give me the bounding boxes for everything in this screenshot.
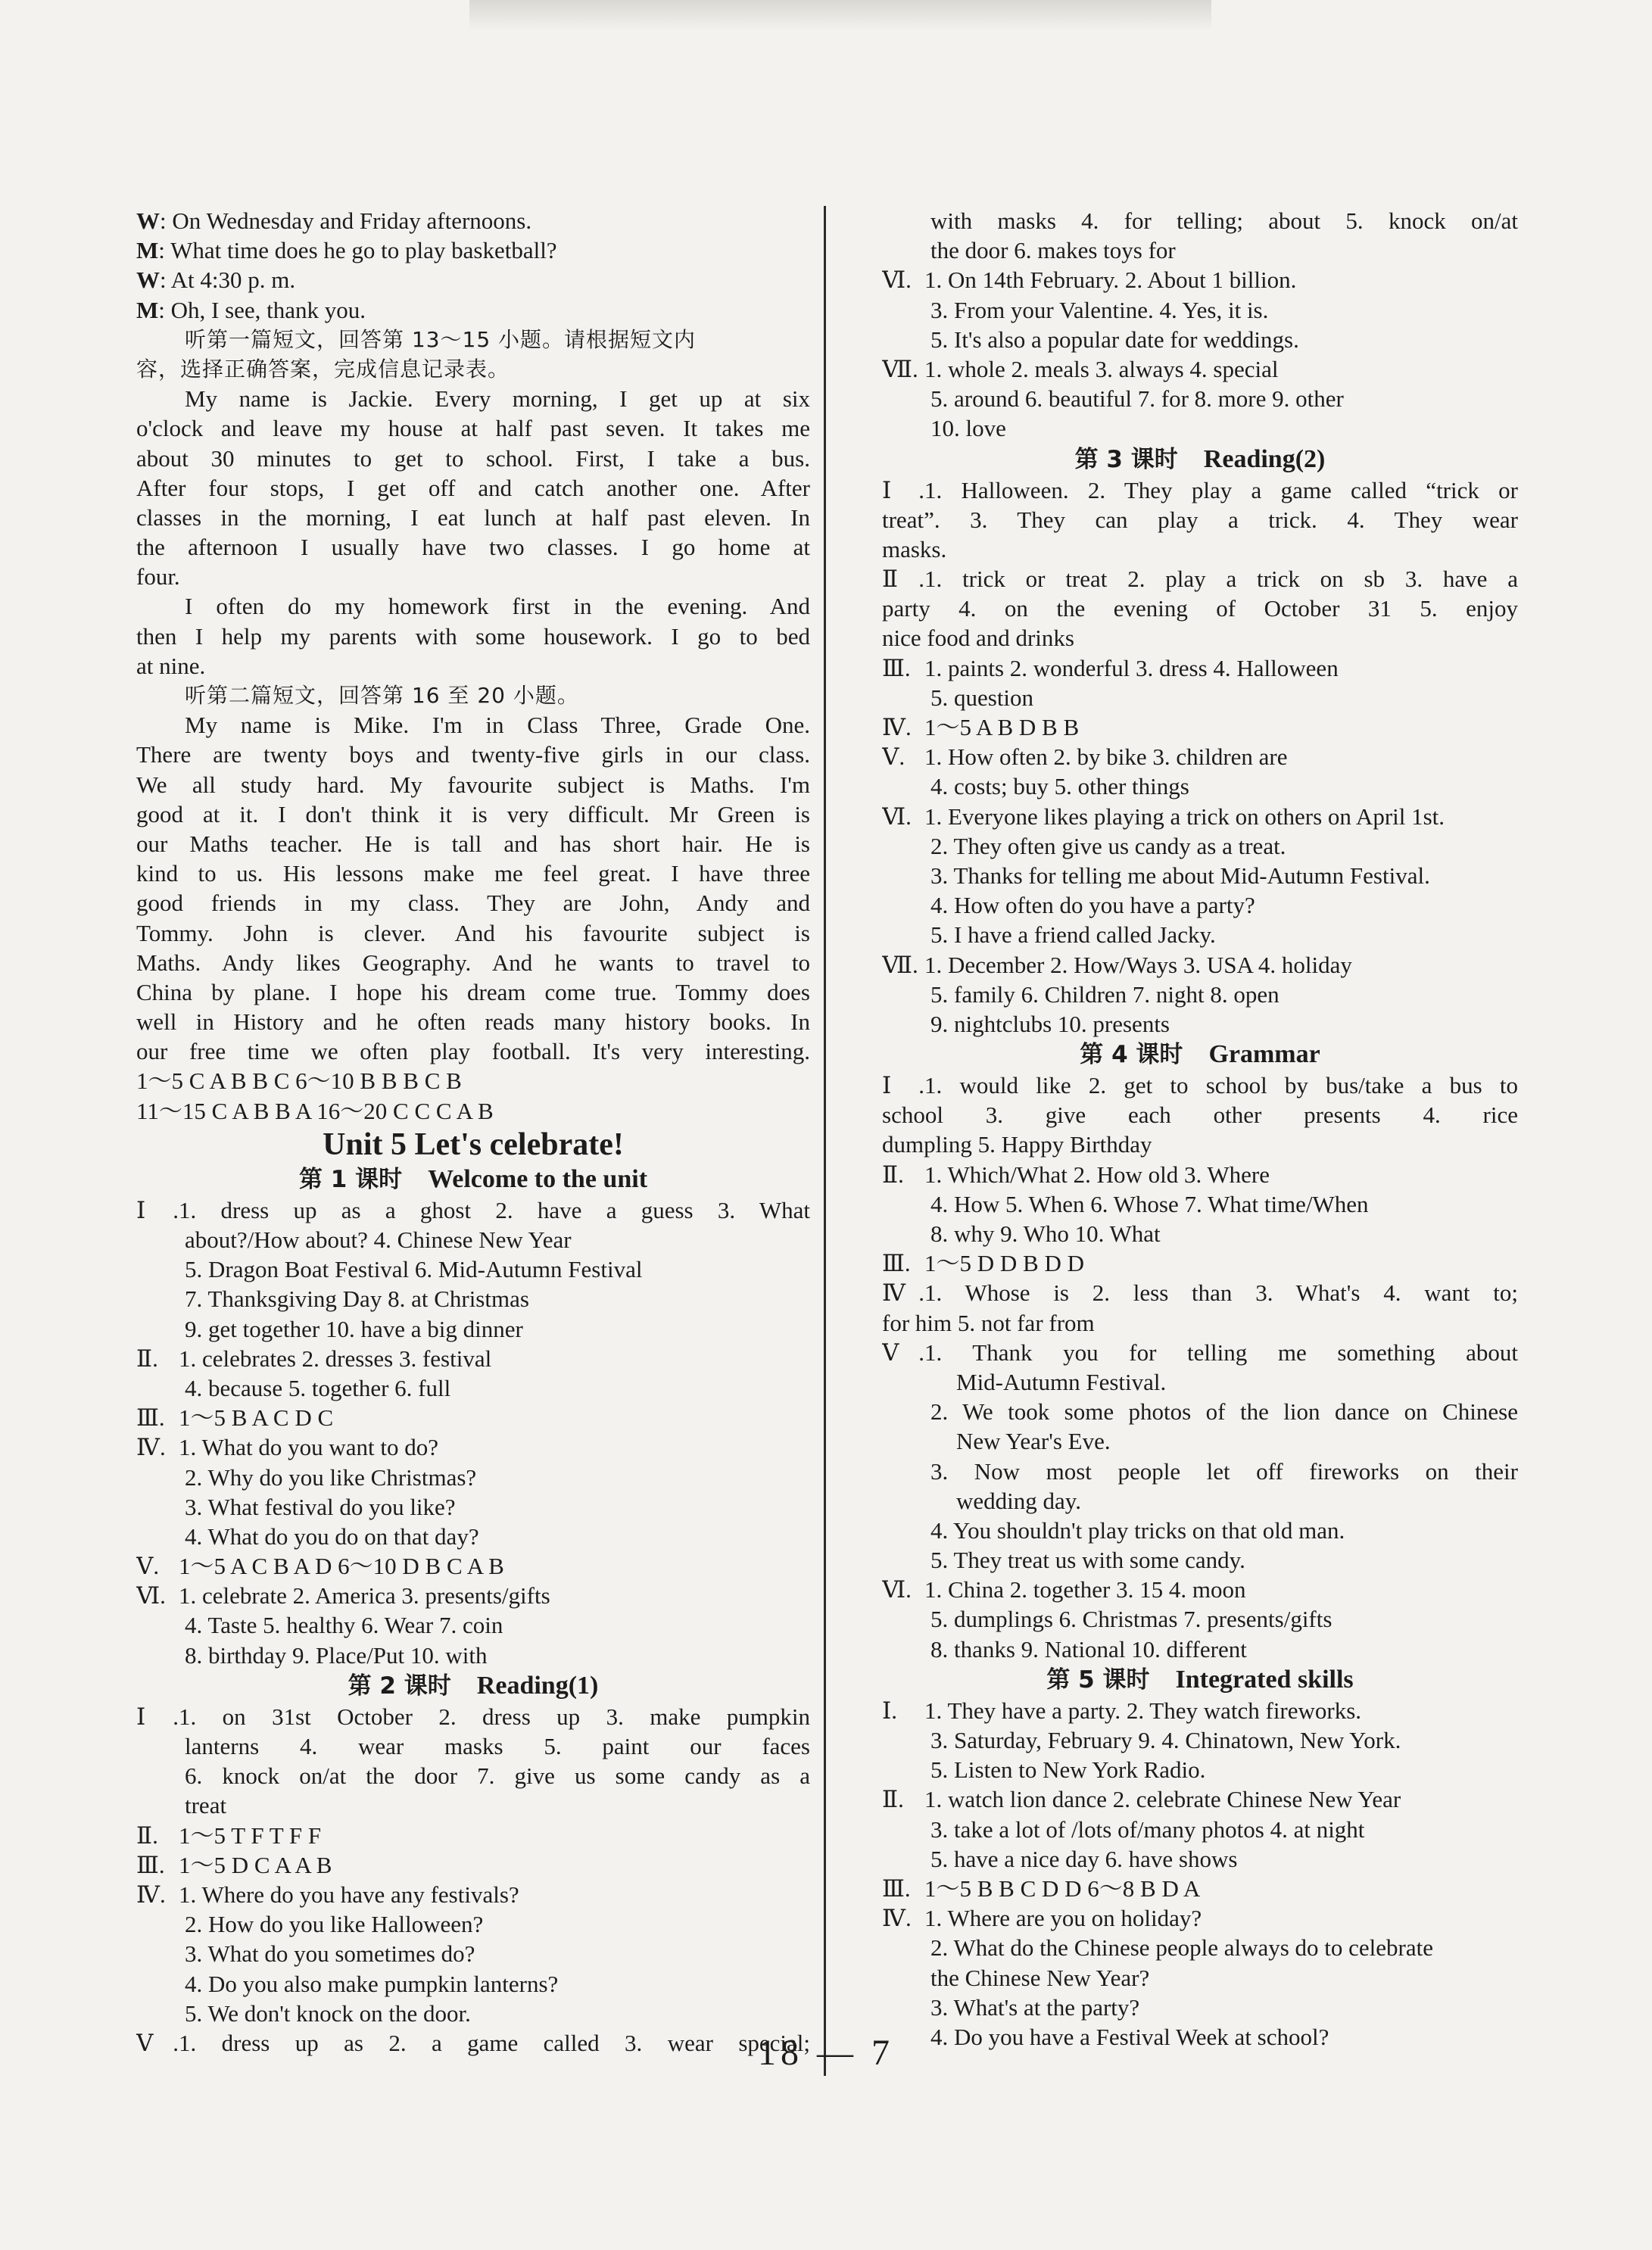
text-line — [882, 1725, 1518, 1755]
text-line — [136, 770, 810, 799]
text-line — [882, 1635, 1518, 1664]
lesson-heading — [882, 1039, 1518, 1070]
lesson-number: 第 1 课时 — [298, 1165, 403, 1193]
text-line — [136, 888, 810, 918]
text-line — [136, 562, 810, 591]
exercise-number: Ⅴ. — [882, 743, 905, 771]
text-line — [136, 1373, 810, 1403]
exercise-answer — [882, 475, 1518, 505]
line-text: 1. They have a party. 2. They watch fireworks. — [924, 1697, 1362, 1724]
line-text: treat”. 3. They can play a trick. 4. They wear — [882, 506, 1518, 533]
line-text: 9. get together 10. have a big dinner — [185, 1315, 523, 1342]
text-line — [136, 740, 810, 769]
line-text: four. — [136, 563, 180, 591]
line-text: 3. Thanks for telling me about Mid-Autumn Festival. — [930, 862, 1430, 889]
exercise-number: Ⅶ. — [882, 355, 918, 382]
exercise-number: Ⅰ. — [882, 1072, 924, 1099]
text-line — [136, 948, 810, 977]
line-text: 5. have a nice day 6. have shows — [930, 1845, 1238, 1872]
line-text: 1～5 B B C D D 6～8 B D A — [924, 1874, 1201, 1902]
lesson-title: Reading(2) — [1203, 444, 1326, 473]
line-text: the door 6. makes toys for — [930, 237, 1176, 264]
exercise-number: Ⅶ. — [882, 951, 918, 978]
line-text: the Chinese New Year? — [930, 1964, 1150, 1991]
line-text: nice food and drinks — [882, 625, 1074, 652]
text-line — [882, 623, 1518, 653]
line-text: 1. Everyone likes playing a trick on others on April 1st. — [924, 802, 1445, 830]
line-text: 容，选择正确答案，完成信息记录表。 — [136, 356, 510, 382]
line-text: masks. — [882, 535, 947, 562]
text-line — [882, 295, 1518, 325]
text-line — [882, 980, 1518, 1009]
line-text: Maths. Andy likes Geography. And he wants to travel to — [136, 949, 810, 976]
exercise-answer — [136, 1195, 810, 1225]
line-text: 8. birthday 9. Place/Put 10. with — [185, 1641, 488, 1669]
text-line — [882, 1367, 1518, 1397]
text-line — [136, 1463, 810, 1492]
text-line — [136, 829, 810, 859]
text-line — [136, 413, 810, 443]
lesson-title: Reading(1) — [476, 1671, 599, 1700]
line-text: 1. On 14th February. 2. About 1 billion. — [924, 266, 1297, 294]
exercise-answer — [882, 1784, 1518, 1814]
line-text: 4. You shouldn't play tricks on that old man. — [930, 1516, 1345, 1544]
lesson-number: 第 3 课时 — [1074, 445, 1178, 473]
exercise-answer — [882, 1248, 1518, 1278]
text-line — [136, 622, 810, 651]
text-line — [882, 594, 1518, 623]
lesson-heading — [882, 1664, 1518, 1696]
line-text: party 4. on the evening of October 31 5. enjoy — [882, 595, 1518, 622]
line-text: 5. Dragon Boat Festival 6. Mid-Autumn Festival — [185, 1256, 643, 1283]
scan-top-shadow — [469, 0, 1211, 30]
text-line — [136, 1939, 810, 1968]
exercise-answer — [882, 1696, 1518, 1725]
text-line — [882, 1397, 1518, 1426]
line-text: 4. How 5. When 6. Whose 7. What time/When — [930, 1190, 1369, 1217]
exercise-number: Ⅴ. — [136, 1553, 160, 1580]
text-line — [882, 413, 1518, 443]
lesson-title: Integrated skills — [1175, 1665, 1354, 1694]
exercise-number: Ⅱ. — [882, 1161, 904, 1188]
text-line — [882, 1219, 1518, 1248]
line-text: We all study hard. My favourite subject is Maths. I'm — [136, 771, 810, 798]
line-text: about?/How about? 4. Chinese New Year — [185, 1226, 572, 1253]
line-text: 4. What do you do on that day? — [185, 1522, 479, 1550]
exercise-answer — [882, 1278, 1518, 1307]
exercise-answer — [136, 1821, 810, 1850]
line-text: 1. Thank you for telling me something about — [924, 1338, 1518, 1366]
text-line — [136, 651, 810, 681]
dialogue-line: M: Oh, I see, thank you. — [136, 296, 366, 323]
lesson-number: 第 5 课时 — [1046, 1666, 1150, 1694]
line-text: Mid-Autumn Festival. — [956, 1368, 1167, 1395]
line-text: 11～15 C A B B A 16～20 C C C A B — [136, 1097, 494, 1124]
line-text: 1. would like 2. get to school by bus/take a bus to — [924, 1072, 1518, 1099]
line-text: Tommy. John is clever. And his favourite subject is — [136, 919, 810, 946]
text-line — [882, 771, 1518, 801]
line-text: There are twenty boys and twenty-five girls in our class. — [136, 741, 810, 768]
exercise-number: Ⅳ. — [882, 1279, 924, 1307]
text-line — [882, 1963, 1518, 1993]
exercise-number: Ⅲ. — [882, 654, 911, 681]
line-text: 听第二篇短文，回答第 16 至 20 小题。 — [185, 683, 579, 708]
line-text: good friends in my class. They are John, Andy and — [136, 890, 810, 917]
text-line — [136, 1492, 810, 1522]
text-line — [136, 1096, 810, 1126]
line-text: 5. question — [930, 684, 1034, 711]
exercise-answer — [136, 1850, 810, 1880]
text-line — [136, 1790, 810, 1820]
lesson-heading — [882, 444, 1518, 475]
exercise-answer — [136, 1880, 810, 1909]
line-text: o'clock and leave my house at half past seven. It takes me — [136, 415, 810, 442]
line-text: good at it. I don't think it is very difficult. Mr Green is — [136, 800, 810, 827]
line-text: 9. nightclubs 10. presents — [930, 1010, 1170, 1037]
exercise-number: Ⅳ. — [882, 1905, 912, 1932]
line-text: 1. Where do you have any festivals? — [179, 1881, 519, 1908]
exercise-answer — [882, 1903, 1518, 1933]
line-text: 1. Which/What 2. How old 3. Where — [924, 1161, 1270, 1188]
line-text: 1～5 A C B A D 6～10 D B C A B — [179, 1553, 504, 1580]
text-line — [136, 1999, 810, 2028]
line-text: 2. What do the Chinese people always do to celebrate — [930, 1934, 1433, 1962]
text-line — [136, 1254, 810, 1284]
text-line — [136, 591, 810, 621]
text-line — [882, 1604, 1518, 1634]
text-line — [136, 1314, 810, 1344]
text-line — [882, 1189, 1518, 1219]
right-column — [882, 206, 1518, 2052]
text-line — [136, 1731, 810, 1761]
text-line — [136, 918, 810, 948]
line-text: 5. Listen to New York Radio. — [930, 1756, 1206, 1784]
line-text: our Maths teacher. He is tall and has short hair. He is — [136, 830, 810, 857]
line-text: 1. watch lion dance 2. celebrate Chinese New Year — [924, 1786, 1401, 1813]
text-line — [882, 384, 1518, 413]
line-text: 5. They treat us with some candy. — [930, 1547, 1245, 1574]
line-text: Oh, I see, thank you. — [170, 296, 366, 323]
line-text: 1. celebrate 2. America 3. presents/gifts — [179, 1582, 550, 1610]
line-text: 1～5 T F T F F — [179, 1822, 322, 1849]
line-text: At 4:30 p. m. — [170, 266, 296, 294]
exercise-number: Ⅰ. — [882, 476, 924, 503]
line-text: 1～5 B A C D C — [179, 1404, 334, 1432]
line-text: well in History and he often reads many history books. In — [136, 1008, 810, 1036]
exercise-number: Ⅲ. — [882, 1874, 911, 1902]
line-text: 1～5 D C A A B — [179, 1851, 332, 1878]
line-text: 3. Now most people let off fireworks on their — [930, 1457, 1518, 1485]
exercise-number: Ⅴ. — [136, 2029, 179, 2056]
left-column — [136, 206, 810, 2058]
line-text: classes in the morning, I eat lunch at half past eleven. In — [136, 503, 810, 531]
text-line — [136, 1007, 810, 1036]
exercise-number: Ⅳ. — [136, 1434, 166, 1461]
line-text: I often do my homework first in the evening. And — [185, 593, 810, 620]
exercise-number: Ⅰ. — [136, 1196, 179, 1223]
line-text: My name is Mike. I'm in Class Three, Grade One. — [185, 712, 810, 739]
line-text: 2. They often give us candy as a treat. — [930, 832, 1286, 859]
text-line — [882, 683, 1518, 712]
text-line — [136, 977, 810, 1007]
exercise-number: Ⅱ. — [136, 1345, 158, 1372]
line-text: 3. What festival do you like? — [185, 1493, 456, 1520]
text-line — [136, 1610, 810, 1640]
text-line — [882, 1993, 1518, 2022]
text-line — [882, 920, 1518, 949]
line-text: kind to us. His lessons make me feel great. I have three — [136, 860, 810, 887]
line-text: 1～5 C A B B C 6～10 B B B C B — [136, 1067, 462, 1095]
line-text: 1. What do you want to do? — [179, 1434, 438, 1461]
exercise-answer — [882, 742, 1518, 771]
line-text: After four stops, I get off and catch another one. After — [136, 474, 810, 501]
exercise-answer — [136, 1403, 810, 1432]
exercise-answer — [882, 354, 1518, 384]
line-text: 4. Do you also make pumpkin lanterns? — [185, 1970, 559, 1997]
line-text: 1. China 2. together 3. 15 4. moon — [924, 1576, 1246, 1603]
page-number: 18 — 7 — [758, 2033, 894, 2073]
line-text: at nine. — [136, 652, 206, 679]
exercise-number: Ⅲ. — [136, 1404, 165, 1432]
exercise-number: Ⅲ. — [882, 1250, 911, 1277]
exercise-number: Ⅵ. — [882, 266, 912, 294]
lesson-heading — [136, 1670, 810, 1702]
exercise-number: Ⅰ. — [136, 1703, 179, 1730]
text-line — [882, 1516, 1518, 1545]
line-text: for him 5. not far from — [882, 1309, 1095, 1336]
text-line — [136, 1225, 810, 1254]
dialogue-line: W: At 4:30 p. m. — [136, 266, 296, 294]
line-text: New Year's Eve. — [956, 1428, 1111, 1455]
line-text: 5. It's also a popular date for weddings. — [930, 326, 1299, 353]
line-text: 1. on 31st October 2. dress up 3. make pumpkin — [179, 1703, 810, 1730]
line-text: then I help my parents with some housework. I go to bed — [136, 622, 810, 650]
text-line — [882, 325, 1518, 354]
line-text: 4. Do you have a Festival Week at school? — [930, 2023, 1329, 2050]
line-text: 2. How do you like Halloween? — [185, 1911, 484, 1938]
line-text: 1～5 A B D B B — [924, 714, 1080, 740]
line-text: 1. Where are you on holiday? — [924, 1905, 1202, 1932]
exercise-answer — [882, 265, 1518, 294]
text-line — [882, 206, 1518, 235]
line-text: 3. Saturday, February 9. 4. Chinatown, New York. — [930, 1727, 1401, 1753]
exercise-number: Ⅱ. — [882, 1786, 904, 1813]
column-divider — [824, 206, 826, 2076]
line-text: 5. We don't knock on the door. — [185, 1999, 471, 2027]
line-text: 1. How often 2. by bike 3. children are — [924, 743, 1288, 771]
text-line — [136, 1036, 810, 1066]
exercise-answer — [882, 1874, 1518, 1903]
exercise-number: Ⅰ. — [882, 1697, 897, 1724]
text-line — [136, 532, 810, 562]
exercise-number: Ⅳ. — [136, 1881, 166, 1908]
exercise-answer — [882, 1160, 1518, 1189]
text-line — [882, 505, 1518, 534]
exercise-answer — [136, 1344, 810, 1373]
line-text: 1. celebrates 2. dresses 3. festival — [179, 1345, 492, 1372]
line-text: 4. Taste 5. healthy 6. Wear 7. coin — [185, 1612, 503, 1639]
exercise-answer — [882, 712, 1518, 742]
text-line — [136, 859, 810, 888]
text-line — [882, 831, 1518, 861]
exercise-answer — [136, 1432, 810, 1462]
line-text: 1. dress up as 2. a game called 3. wear special; — [179, 2029, 810, 2056]
text-line — [136, 325, 810, 354]
line-text: What time does he go to play basketball? — [170, 237, 557, 264]
line-text: dumpling 5. Happy Birthday — [882, 1131, 1152, 1158]
line-text: 5. I have a friend called Jacky. — [930, 921, 1216, 949]
line-text: wedding day. — [956, 1487, 1082, 1514]
speaker-label: W — [136, 207, 160, 234]
line-text: 听第一篇短文，回答第 13～15 小题。请根据短文内 — [185, 326, 697, 352]
text-line — [882, 1308, 1518, 1338]
line-text: 5. around 6. beautiful 7. for 8. more 9. other — [930, 385, 1344, 413]
lesson-title: Grammar — [1208, 1040, 1320, 1069]
exercise-answer — [882, 1070, 1518, 1100]
line-text: 4. because 5. together 6. full — [185, 1374, 451, 1401]
exercise-number: Ⅵ. — [136, 1582, 166, 1610]
line-text: 4. costs; buy 5. other things — [930, 773, 1189, 800]
lesson-number: 第 4 课时 — [1080, 1041, 1183, 1069]
text-line — [882, 1009, 1518, 1039]
line-text: 3. What's at the party? — [930, 1993, 1140, 2021]
line-text: 7. Thanksgiving Day 8. at Christmas — [185, 1285, 529, 1313]
text-line — [882, 1545, 1518, 1575]
text-line — [882, 1100, 1518, 1130]
line-text: 1. whole 2. meals 3. always 4. special — [924, 355, 1279, 382]
text-line — [882, 1486, 1518, 1516]
line-text: 1. Whose is 2. less than 3. What's 4. want to; — [924, 1279, 1518, 1307]
exercise-answer — [882, 564, 1518, 594]
text-line — [136, 444, 810, 473]
speaker-label: M — [136, 237, 159, 264]
text-line — [136, 1284, 810, 1314]
text-line — [882, 1457, 1518, 1486]
line-text: about 30 minutes to get to school. First, I take a bus. — [136, 444, 810, 472]
text-line — [882, 861, 1518, 890]
unit-title: Unit 5 Let's celebrate! — [323, 1127, 624, 1162]
line-text: 1. paints 2. wonderful 3. dress 4. Halloween — [924, 654, 1339, 681]
line-text: 3. From your Valentine. 4. Yes, it is. — [930, 296, 1269, 323]
line-text: 5. family 6. Children 7. night 8. open — [930, 980, 1280, 1008]
text-line — [136, 503, 810, 532]
line-text: 1. trick or treat 2. play a trick on sb 3. have a — [924, 566, 1518, 593]
exercise-answer — [882, 1338, 1518, 1367]
line-text: 8. why 9. Who 10. What — [930, 1220, 1161, 1247]
exercise-number: Ⅱ. — [882, 566, 924, 593]
text-line — [882, 1130, 1518, 1159]
exercise-number: Ⅱ. — [136, 1822, 158, 1849]
line-text: On Wednesday and Friday afternoons. — [172, 207, 532, 234]
text-line — [882, 1844, 1518, 1874]
lesson-heading — [136, 1164, 810, 1195]
text-line — [136, 1066, 810, 1095]
line-text: 2. Why do you like Christmas? — [185, 1463, 477, 1491]
line-text: 8. thanks 9. National 10. different — [930, 1635, 1247, 1663]
line-text: 1～5 D D B D D — [924, 1250, 1084, 1277]
line-text: our free time we often play football. It's very interesting. — [136, 1038, 810, 1065]
text-line — [136, 799, 810, 829]
text-line — [136, 710, 810, 740]
speaker-label: W — [136, 266, 160, 294]
exercise-answer — [136, 1702, 810, 1731]
line-text: 6. knock on/at the door 7. give us some candy as a — [185, 1762, 810, 1790]
text-line — [882, 1933, 1518, 1962]
lesson-number: 第 2 课时 — [348, 1672, 451, 1700]
text-line — [136, 1761, 810, 1790]
exercise-number: Ⅵ. — [882, 1576, 912, 1603]
line-text: 1. Halloween. 2. They play a game called “trick or — [924, 476, 1518, 503]
line-text: with masks 4. for telling; about 5. knock on/at — [930, 207, 1518, 234]
text-line — [136, 1909, 810, 1939]
exercise-answer — [882, 802, 1518, 831]
line-text: lanterns 4. wear masks 5. paint our faces — [185, 1733, 810, 1759]
text-line — [136, 681, 810, 710]
line-text: 1. dress up as a ghost 2. have a guess 3. What — [179, 1196, 810, 1223]
text-line — [882, 890, 1518, 920]
text-line — [136, 384, 810, 413]
exercise-number: Ⅵ. — [882, 802, 912, 830]
exercise-number: Ⅴ. — [882, 1338, 924, 1366]
text-line — [136, 1969, 810, 1999]
line-text: 5. dumplings 6. Christmas 7. presents/gifts — [930, 1606, 1333, 1633]
text-line — [136, 354, 810, 384]
text-line — [882, 1815, 1518, 1844]
line-text: the afternoon I usually have two classes. I go home at — [136, 534, 810, 561]
text-line — [136, 1522, 810, 1551]
exercise-answer — [882, 950, 1518, 980]
exercise-number: Ⅲ. — [136, 1851, 165, 1878]
lesson-title: Welcome to the unit — [428, 1164, 648, 1193]
line-text: 10. love — [930, 415, 1006, 442]
text-line — [136, 473, 810, 503]
text-line — [882, 1755, 1518, 1784]
text-line — [882, 1426, 1518, 1456]
line-text: school 3. give each other presents 4. rice — [882, 1102, 1518, 1129]
line-text: 3. take a lot of /lots of/many photos 4. at night — [930, 1815, 1365, 1843]
dialogue-line: M: What time does he go to play basketball? — [136, 237, 557, 264]
exercise-answer — [882, 653, 1518, 683]
exercise-answer — [136, 1581, 810, 1610]
exercise-answer — [136, 1551, 810, 1581]
speaker-label: M — [136, 296, 159, 323]
line-text: My name is Jackie. Every morning, I get up at six — [185, 385, 810, 413]
line-text: treat — [185, 1792, 227, 1819]
line-text: China by plane. I hope his dream come true. Tommy does — [136, 978, 810, 1005]
exercise-number: Ⅳ. — [882, 714, 912, 740]
text-line — [136, 1641, 810, 1670]
line-text: 4. How often do you have a party? — [930, 892, 1255, 919]
exercise-answer — [882, 1575, 1518, 1604]
text-line — [882, 235, 1518, 265]
line-text: 3. What do you sometimes do? — [185, 1940, 475, 1968]
line-text: 1. December 2. How/Ways 3. USA 4. holiday — [924, 951, 1352, 978]
line-text: 2. We took some photos of the lion dance on Chinese — [930, 1398, 1518, 1426]
text-line — [882, 534, 1518, 564]
dialogue-line: W: On Wednesday and Friday afternoons. — [136, 207, 532, 234]
